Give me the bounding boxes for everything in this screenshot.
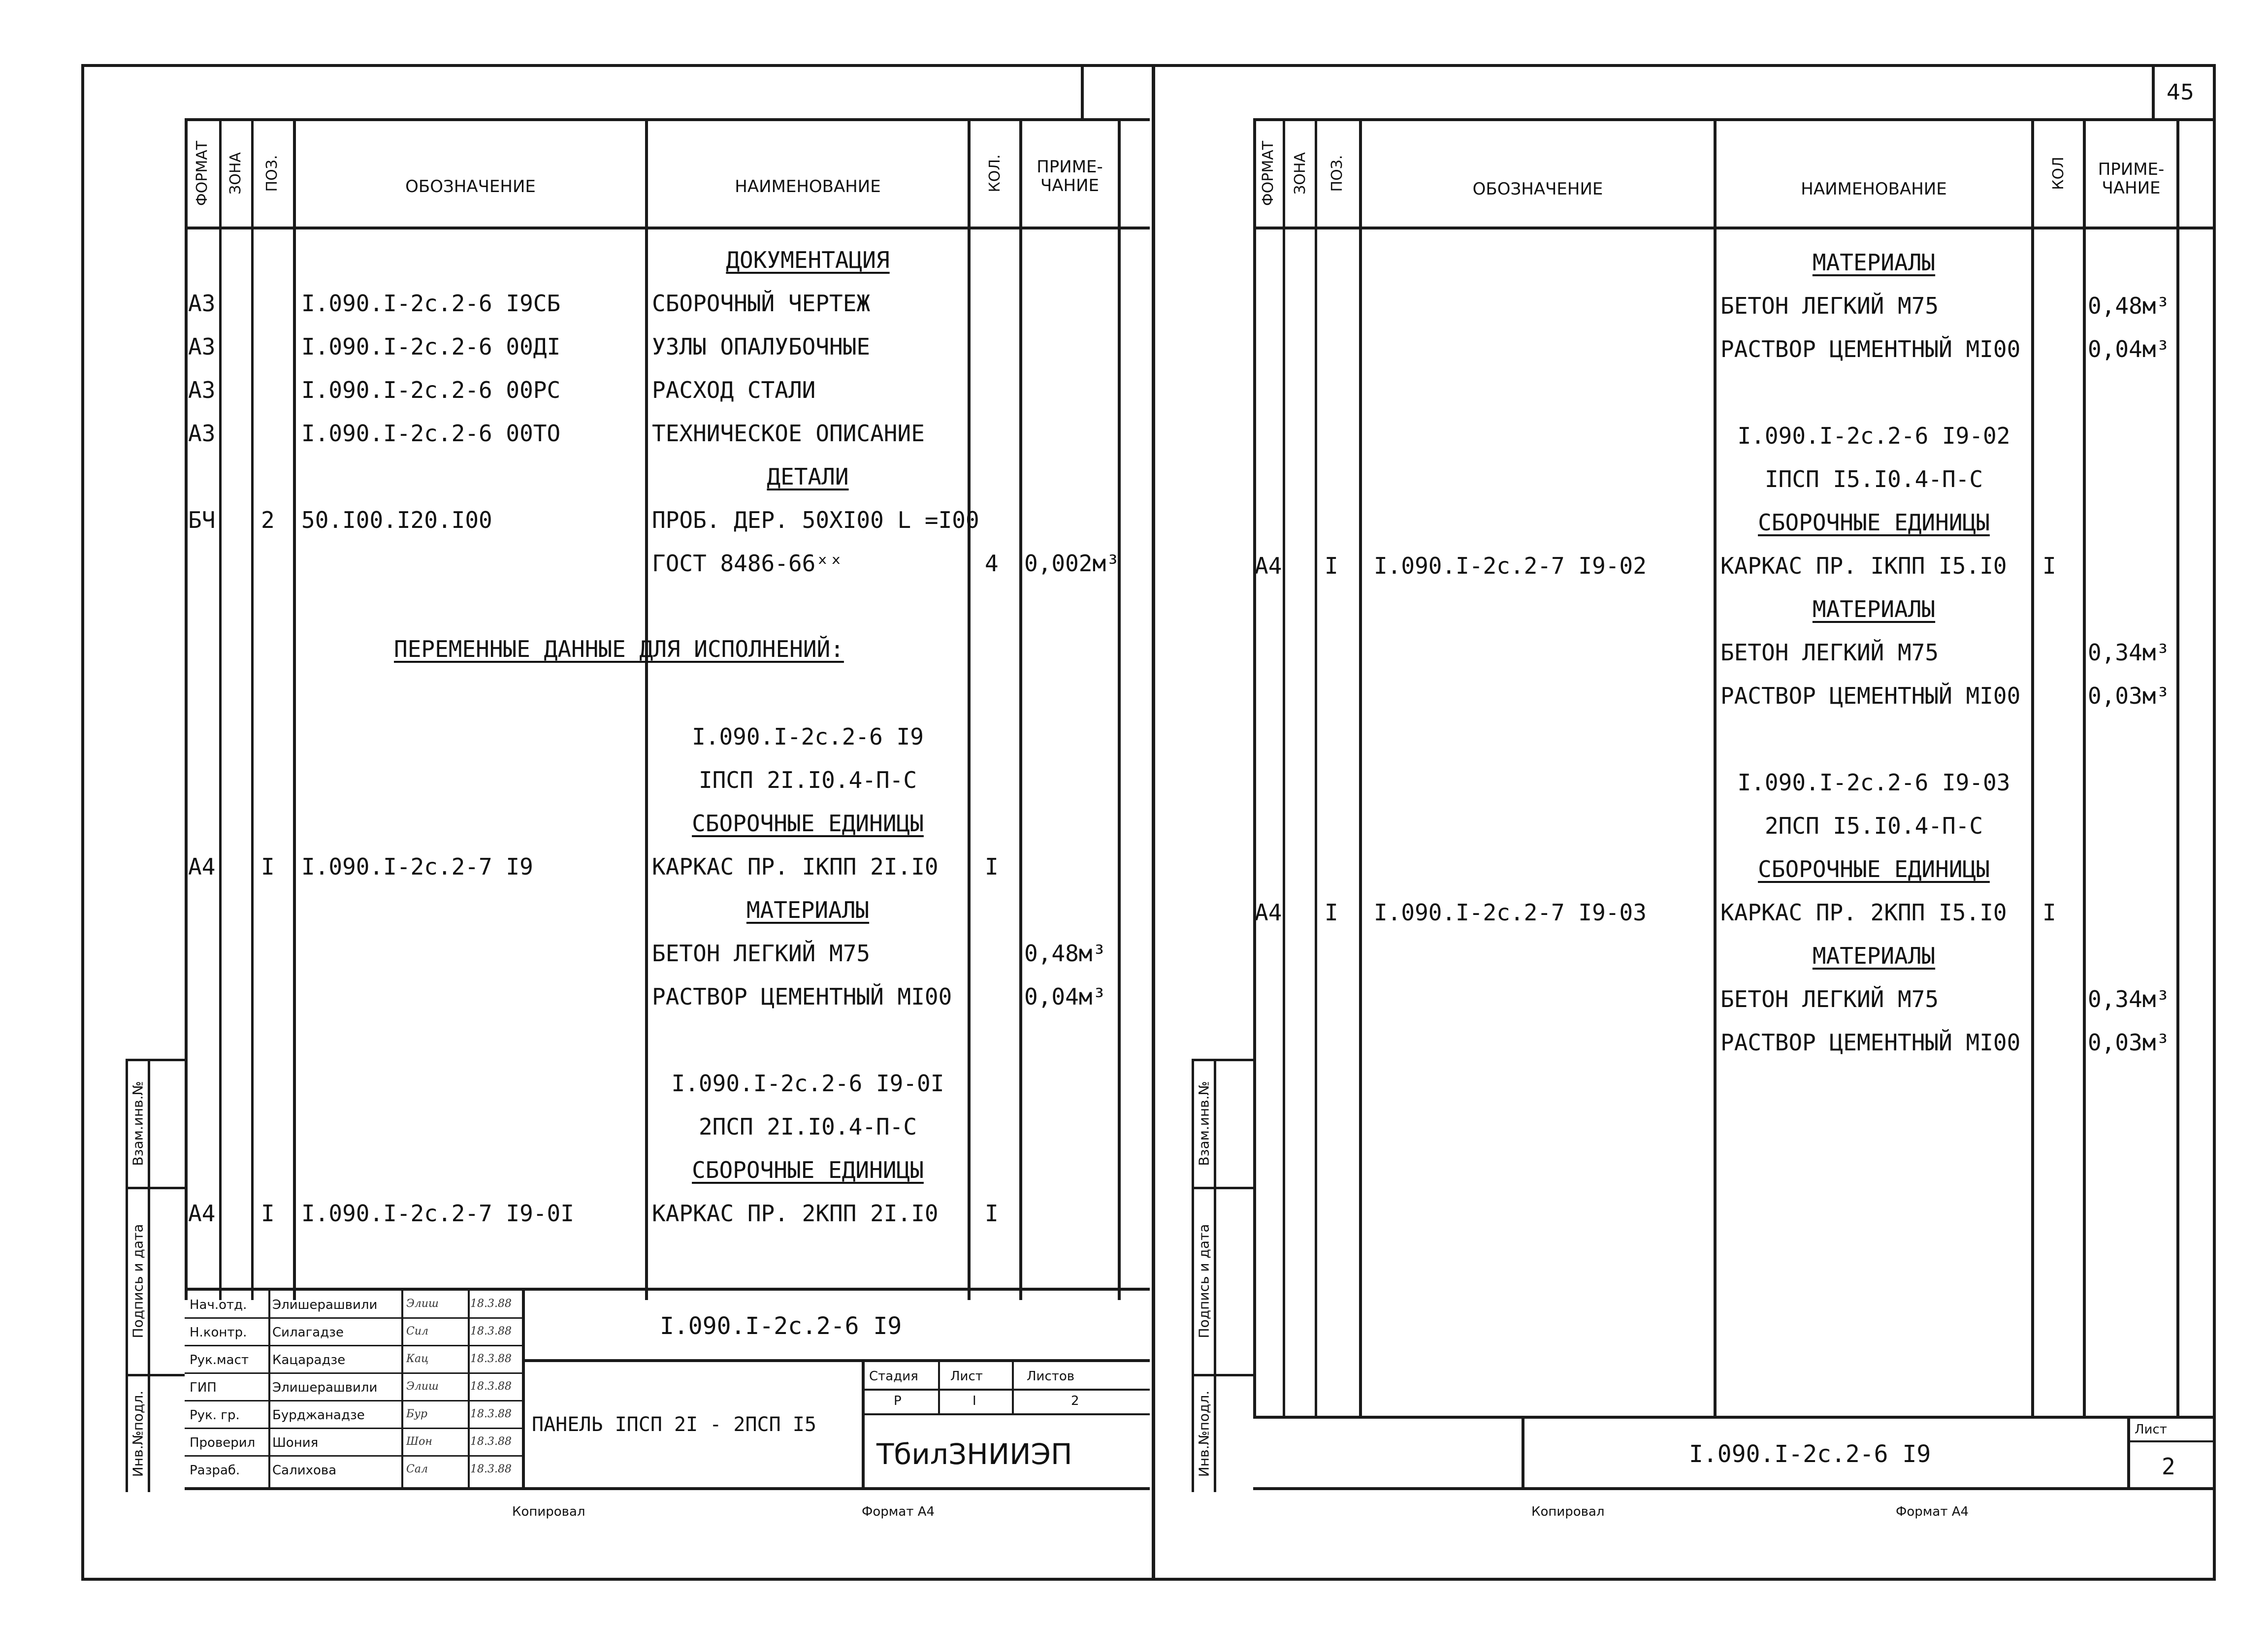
right-col-line	[1253, 118, 1256, 1418]
right-sheet-frame	[1152, 64, 2216, 1581]
row-designation: I.090.I-2c.2-7 I9-03	[1374, 899, 1647, 926]
footer-right-format: Формат А4	[1896, 1504, 1969, 1519]
row-designation: I.090.I-2c.2-6 00ТО	[301, 420, 561, 447]
side-stamp-border	[148, 1059, 150, 1492]
row-name: УЗЛЫ ОПАЛУБОЧНЫЕ	[652, 333, 871, 360]
row-section-title: МАТЕРИАЛЫ	[746, 897, 870, 923]
left-col-line	[968, 118, 971, 1300]
person-signature: Элиш	[406, 1298, 439, 1310]
row-format: А3	[188, 333, 216, 360]
right-col-line	[2083, 118, 2086, 1418]
row-variant-title: 2ПСП 2I.I0.4-П-С	[698, 1113, 917, 1140]
row-section-title: МАТЕРИАЛЫ	[1812, 249, 1936, 276]
left-col-line	[185, 118, 188, 1300]
row-designation: I.090.I-2c.2-7 I9-0I	[301, 1200, 574, 1227]
row-variant-title: I.090.I-2c.2-6 I9-0I	[671, 1070, 944, 1097]
right-title-bottom	[1253, 1487, 2216, 1490]
person-date: 18.3.88	[470, 1353, 512, 1365]
header-note: ПРИМЕ-ЧАНИЕ	[1037, 157, 1103, 195]
header-format: ФОРМАТ	[1260, 140, 1277, 206]
person-date: 18.3.88	[470, 1463, 512, 1475]
row-section-title: СБОРОЧНЫЕ ЕДИНИЦЫ	[1758, 509, 1990, 536]
right-table-header-line	[1253, 227, 2216, 229]
row-format: А3	[188, 420, 216, 447]
page-number: 45	[2167, 80, 2194, 105]
row-designation: I.090.I-2c.2-7 I9	[301, 853, 533, 880]
person-name: Элишерашвили	[272, 1380, 378, 1395]
side-label-vzam-inv: Взам.инв.№	[130, 1081, 146, 1166]
person-role: Рук.маст	[190, 1353, 249, 1368]
people-row-line	[185, 1455, 522, 1457]
header-format: ФОРМАТ	[194, 140, 211, 206]
side-stamp-border	[126, 1059, 128, 1492]
footer-right-copied: Копировал	[1531, 1504, 1605, 1519]
title-block-product: ПАНЕЛЬ IПСП 2I - 2ПСП I5	[532, 1413, 816, 1436]
row-name: КАРКАС ПР. IКПП 2I.I0	[652, 853, 939, 880]
row-designation: I.090.I-2c.2-6 00ДI	[301, 333, 561, 360]
row-name: РАСТВОР ЦЕМЕНТНЫЙ МI00	[652, 983, 952, 1010]
row-name: СБОРОЧНЫЙ ЧЕРТЕЖ	[652, 290, 871, 317]
right-col-line	[1359, 118, 1362, 1418]
row-format: А4	[1255, 899, 1282, 926]
left-table-top-line	[185, 118, 1150, 121]
right-col-line	[1714, 118, 1717, 1418]
people-row-line	[185, 1428, 522, 1429]
row-section-title: СБОРОЧНЫЕ ЕДИНИЦЫ	[1758, 856, 1990, 882]
person-name: Силагадзе	[272, 1325, 344, 1340]
title-block-sheet: I	[972, 1394, 976, 1408]
row-section-title: ДЕТАЛИ	[767, 463, 849, 490]
person-signature: Бур	[406, 1408, 428, 1420]
row-note: 0,002м³	[1024, 550, 1120, 577]
person-date: 18.3.88	[470, 1408, 512, 1420]
person-signature: Сил	[406, 1325, 429, 1337]
person-name: Салихова	[272, 1463, 337, 1478]
row-pos: I	[261, 853, 275, 880]
footer-left-copied: Копировал	[512, 1504, 585, 1519]
row-name: КАРКАС ПР. IКПП I5.I0	[1720, 553, 2007, 579]
row-note: 0,34м³	[2088, 986, 2170, 1012]
row-note: 0,48м³	[1024, 940, 1106, 967]
row-pos: I	[261, 1200, 275, 1227]
row-designation: I.090.I-2c.2-6 I9СБ	[301, 290, 561, 317]
row-format: А4	[1255, 553, 1282, 579]
row-pos: I	[1325, 899, 1338, 926]
row-variant-title: I.090.I-2c.2-6 I9-02	[1737, 423, 2010, 449]
variable-data-heading: ПЕРЕМЕННЫЕ ДАННЫЕ ДЛЯ ИСПОЛНЕНИЙ:	[394, 636, 844, 662]
title-block-top	[185, 1288, 1150, 1291]
row-note: 0,04м³	[2088, 336, 2170, 362]
person-name: Бурджанадзе	[272, 1408, 365, 1423]
right-title-top	[1253, 1416, 2216, 1419]
top-tick-line	[1081, 64, 1084, 118]
title-block-organization: ТбилЗНИИЭП	[876, 1437, 1072, 1471]
row-section-title: СБОРОЧНЫЕ ЕДИНИЦЫ	[692, 810, 924, 837]
right-table-top-line	[1253, 118, 2216, 121]
right-col-line	[2176, 118, 2179, 1418]
row-format: А4	[188, 1200, 216, 1227]
row-qty: I	[2042, 553, 2056, 579]
row-designation: I.090.I-2c.2-7 I9-02	[1374, 553, 1647, 579]
title-block-sheet-label: Лист	[950, 1369, 983, 1384]
header-zone: ЗОНА	[227, 152, 244, 195]
row-name: БЕТОН ЛЕГКИЙ М75	[1720, 986, 1939, 1012]
right-title-sheet-label: Лист	[2135, 1422, 2167, 1437]
header-designation: ОБОЗНАЧЕНИЕ	[1472, 179, 1603, 199]
page-number-box-v	[2152, 64, 2155, 121]
left-col-line	[251, 118, 254, 1300]
person-signature: Шон	[406, 1435, 432, 1448]
row-variant-title: I.090.I-2c.2-6 I9-03	[1737, 769, 2010, 796]
row-note: 0,03м³	[2088, 683, 2170, 709]
right-col-line	[1315, 118, 1317, 1418]
row-name: ПРОБ. ДЕР. 50XI00 L =I00	[652, 507, 979, 533]
person-role: Н.контр.	[190, 1325, 247, 1340]
person-date: 18.3.88	[470, 1380, 512, 1393]
header-name: НАИМЕНОВАНИЕ	[1801, 179, 1947, 199]
title-block-sheets: 2	[1071, 1394, 1079, 1408]
title-block-stage: Р	[894, 1394, 902, 1408]
row-section-title: МАТЕРИАЛЫ	[1812, 943, 1936, 969]
row-note: 0,48м³	[2088, 293, 2170, 319]
left-col-line	[1118, 118, 1121, 1300]
side-stamp-border	[1192, 1187, 1253, 1189]
title-block-stage-v	[938, 1359, 940, 1413]
right-col-line	[1283, 118, 1285, 1418]
title-block-stage-label: Стадия	[869, 1369, 918, 1384]
right-title-sheet-line	[2127, 1440, 2216, 1442]
person-name: Шония	[272, 1435, 319, 1450]
row-name: БЕТОН ЛЕГКИЙ М75	[1720, 293, 1939, 319]
side-stamp-border	[126, 1059, 185, 1061]
row-name: РАСТВОР ЦЕМЕНТНЫЙ МI00	[1720, 336, 2021, 362]
person-name: Элишерашвили	[272, 1298, 378, 1312]
person-role: Разраб.	[190, 1463, 240, 1478]
title-block-code: I.090.I-2c.2-6 I9	[660, 1312, 902, 1340]
right-title-v	[1522, 1416, 1524, 1490]
row-variant-title: I.090.I-2c.2-6 I9	[692, 723, 924, 750]
row-qty: I	[985, 1200, 999, 1227]
side-stamp-border	[1192, 1059, 1194, 1492]
row-pos: I	[1325, 553, 1338, 579]
side-stamp-border	[1192, 1374, 1253, 1376]
side-stamp-border	[126, 1374, 185, 1376]
title-block-stage-line	[862, 1389, 1150, 1391]
row-variant-title: 2ПСП I5.I0.4-П-С	[1764, 813, 1983, 839]
row-section-title: ДОКУМЕНТАЦИЯ	[726, 247, 890, 273]
side-stamp-border	[1192, 1059, 1253, 1061]
title-block-v1	[522, 1288, 525, 1490]
right-title-v	[2127, 1416, 2130, 1490]
person-signature: Кац	[406, 1353, 429, 1365]
side-label-inv-podl: Инв.№подл.	[1196, 1390, 1212, 1477]
row-name: РАСТВОР ЦЕМЕНТНЫЙ МI00	[1720, 1029, 2021, 1056]
person-date: 18.3.88	[470, 1435, 512, 1448]
row-name: РАСТВОР ЦЕМЕНТНЫЙ МI00	[1720, 683, 2021, 709]
header-pos: ПОЗ.	[1328, 155, 1346, 192]
people-row-line	[185, 1317, 522, 1319]
row-designation: I.090.I-2c.2-6 00РС	[301, 377, 561, 403]
title-block-stage-v	[1012, 1359, 1014, 1413]
title-block-mid	[522, 1359, 1150, 1362]
row-format: А4	[188, 853, 216, 880]
header-pos: ПОЗ.	[263, 155, 281, 192]
header-qty: КОЛ	[2050, 157, 2067, 190]
row-format: БЧ	[188, 507, 216, 533]
person-signature: Элиш	[406, 1380, 439, 1393]
title-block-stage-line2	[862, 1413, 1150, 1415]
people-row-line	[185, 1372, 522, 1374]
person-signature: Сал	[406, 1463, 428, 1475]
side-stamp-border	[126, 1187, 185, 1189]
row-section-title: СБОРОЧНЫЕ ЕДИНИЦЫ	[692, 1157, 924, 1183]
header-qty: КОЛ.	[986, 154, 1004, 193]
row-format: А3	[188, 377, 216, 403]
header-zone: ЗОНА	[1292, 152, 1309, 195]
row-format: А3	[188, 290, 216, 317]
person-role: ГИП	[190, 1380, 217, 1395]
person-date: 18.3.88	[470, 1325, 512, 1337]
row-name: БЕТОН ЛЕГКИЙ М75	[652, 940, 871, 967]
person-role: Рук. гр.	[190, 1408, 240, 1423]
row-name: ГОСТ 8486-66ˣˣ	[652, 550, 843, 577]
footer-left-format: Формат А4	[862, 1504, 935, 1519]
left-col-line	[219, 118, 222, 1300]
row-note: 0,03м³	[2088, 1029, 2170, 1056]
row-name: БЕТОН ЛЕГКИЙ М75	[1720, 639, 1939, 666]
right-title-sheet: 2	[2162, 1453, 2175, 1480]
right-title-code: I.090.I-2c.2-6 I9	[1689, 1440, 1931, 1468]
row-designation: 50.I00.I20.I00	[301, 507, 492, 533]
row-variant-title: IПСП 2I.I0.4-П-С	[698, 767, 917, 793]
title-block-sheets-label: Листов	[1027, 1369, 1075, 1384]
side-stamp-border	[1214, 1059, 1216, 1492]
title-block-bottom	[185, 1487, 1150, 1490]
row-pos: 2	[261, 507, 275, 533]
header-name: НАИМЕНОВАНИЕ	[735, 177, 881, 196]
row-variant-title: IПСП I5.I0.4-П-С	[1764, 466, 1983, 492]
left-col-line	[1019, 118, 1022, 1300]
left-table-header-line	[185, 227, 1150, 229]
row-name: ТЕХНИЧЕСКОЕ ОПИСАНИЕ	[652, 420, 925, 447]
row-qty: 4	[985, 550, 999, 577]
row-name: КАРКАС ПР. 2КПП 2I.I0	[652, 1200, 939, 1227]
row-section-title: МАТЕРИАЛЫ	[1812, 596, 1936, 622]
header-designation: ОБОЗНАЧЕНИЕ	[405, 177, 536, 196]
side-label-vzam-inv: Взам.инв.№	[1196, 1081, 1212, 1166]
person-name: Кацарадзе	[272, 1353, 346, 1368]
left-col-line	[293, 118, 296, 1300]
title-block-v2	[862, 1359, 865, 1490]
right-col-line	[2031, 118, 2034, 1418]
row-qty: I	[985, 853, 999, 880]
row-note: 0,34м³	[2088, 639, 2170, 666]
people-row-line	[185, 1400, 522, 1401]
side-label-sign-date: Подпись и дата	[130, 1224, 146, 1338]
people-row-line	[185, 1345, 522, 1346]
side-label-sign-date: Подпись и дата	[1196, 1224, 1212, 1338]
row-name: РАСХОД СТАЛИ	[652, 377, 816, 403]
row-qty: I	[2042, 899, 2056, 926]
person-date: 18.3.88	[470, 1298, 512, 1310]
person-role: Проверил	[190, 1435, 256, 1450]
side-label-inv-podl: Инв.№подл.	[130, 1390, 146, 1477]
row-note: 0,04м³	[1024, 983, 1106, 1010]
person-role: Нач.отд.	[190, 1298, 247, 1312]
row-name: КАРКАС ПР. 2КПП I5.I0	[1720, 899, 2007, 926]
header-note: ПРИМЕ-ЧАНИЕ	[2098, 160, 2165, 198]
